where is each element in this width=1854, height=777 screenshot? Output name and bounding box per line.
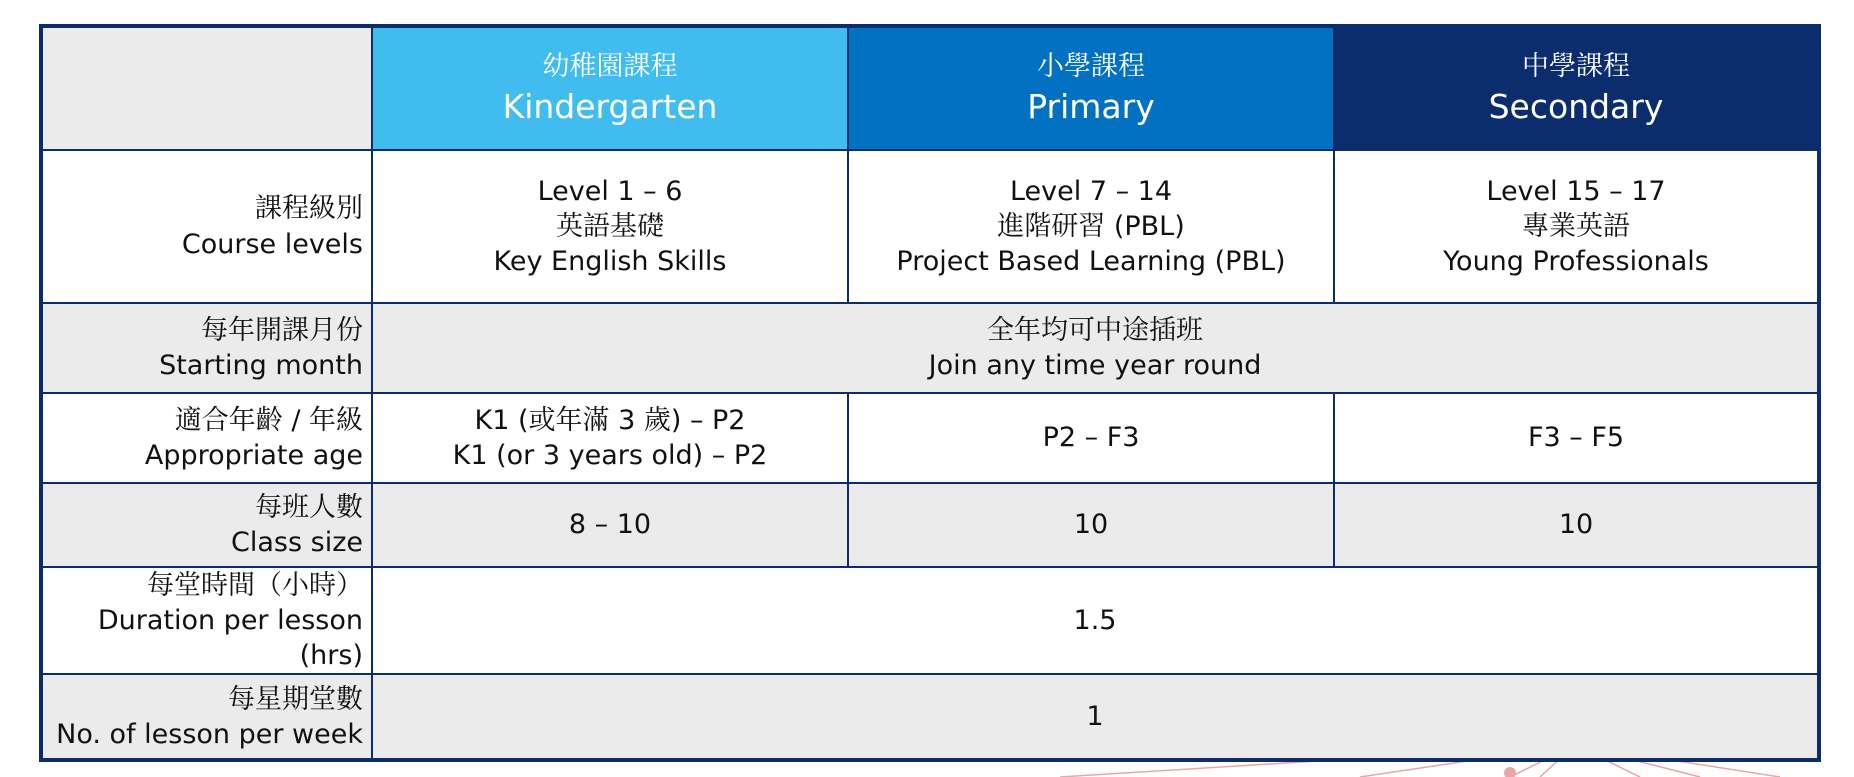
lessons-per-week-label-en: No. of lesson per week (56, 718, 363, 750)
lessons-per-week-value: 1 (372, 674, 1819, 760)
kindergarten-age-en: K1 (or 3 years old) – P2 (452, 440, 768, 471)
appropriate-age-label-en: Appropriate age (144, 440, 363, 471)
starting-month-label (41, 303, 372, 393)
starting-month-label-en: Starting month (159, 350, 363, 381)
secondary-appropriate-age: F3 – F5 (1334, 393, 1819, 483)
lessons-per-week-row (41, 674, 1819, 760)
appropriate-age-row (41, 393, 1819, 483)
primary-course-name-zh: 進階研習 (PBL) (997, 210, 1185, 242)
header-row (41, 26, 1819, 150)
primary-title-en: Primary (1027, 86, 1155, 126)
starting-month-value-en: Join any time year round (928, 350, 1262, 381)
duration-row (41, 567, 1819, 674)
primary-level-range: Level 7 – 14 (1009, 175, 1173, 207)
secondary-course-name-en: Young Professionals (1443, 246, 1709, 278)
header-kindergarten (372, 26, 848, 150)
course-levels-label-en: Course levels (181, 228, 363, 260)
primary-course-name-en: Project Based Learning (PBL) (896, 246, 1286, 278)
kindergarten-course-name-zh: 英語基礎 (556, 210, 664, 242)
secondary-title-zh: 中學課程 (1522, 50, 1630, 82)
primary-course-levels (848, 150, 1334, 303)
class-size-label (41, 483, 372, 567)
lessons-per-week-label-zh: 每星期堂數 (228, 683, 363, 715)
secondary-title-en: Secondary (1488, 86, 1664, 126)
class-size-label-zh: 每班人數 (255, 491, 363, 523)
kindergarten-title-en: Kindergarten (502, 86, 718, 126)
class-size-row (41, 483, 1819, 567)
course-comparison-table (39, 24, 1821, 762)
duration-value: 1.5 (372, 567, 1819, 674)
header-corner-cell (41, 26, 372, 150)
primary-title-zh: 小學課程 (1037, 50, 1145, 82)
starting-month-value-zh: 全年均可中途插班 (987, 314, 1203, 346)
duration-label (41, 567, 372, 674)
duration-label-zh: 每堂時間（小時） (147, 570, 363, 601)
kindergarten-course-name-en: Key English Skills (493, 246, 727, 278)
starting-month-label-zh: 每年開課月份 (201, 314, 363, 346)
starting-month-row (41, 303, 1819, 393)
primary-appropriate-age: P2 – F3 (848, 393, 1334, 483)
course-levels-row (41, 150, 1819, 303)
kindergarten-course-levels (372, 150, 848, 303)
appropriate-age-label-zh: 適合年齡 / 年級 (174, 404, 363, 436)
course-levels-label (41, 150, 372, 303)
duration-label-en: Duration per lesson (hrs) (97, 605, 363, 672)
class-size-label-en: Class size (231, 527, 363, 558)
appropriate-age-label (41, 393, 372, 483)
secondary-course-levels (1334, 150, 1819, 303)
starting-month-value (372, 303, 1819, 393)
kindergarten-class-size: 8 – 10 (372, 483, 848, 567)
kindergarten-level-range: Level 1 – 6 (537, 175, 683, 207)
secondary-course-name-zh: 專業英語 (1522, 210, 1630, 242)
header-secondary (1334, 26, 1819, 150)
secondary-level-range: Level 15 – 17 (1486, 175, 1666, 207)
kindergarten-title-zh: 幼稚園課程 (542, 50, 678, 82)
lessons-per-week-label (41, 674, 372, 760)
header-primary (848, 26, 1334, 150)
kindergarten-appropriate-age (372, 393, 848, 483)
kindergarten-age-zh: K1 (或年滿 3 歲) – P2 (474, 404, 746, 436)
primary-class-size: 10 (848, 483, 1334, 567)
secondary-class-size: 10 (1334, 483, 1819, 567)
course-levels-label-zh: 課程級別 (255, 193, 363, 225)
